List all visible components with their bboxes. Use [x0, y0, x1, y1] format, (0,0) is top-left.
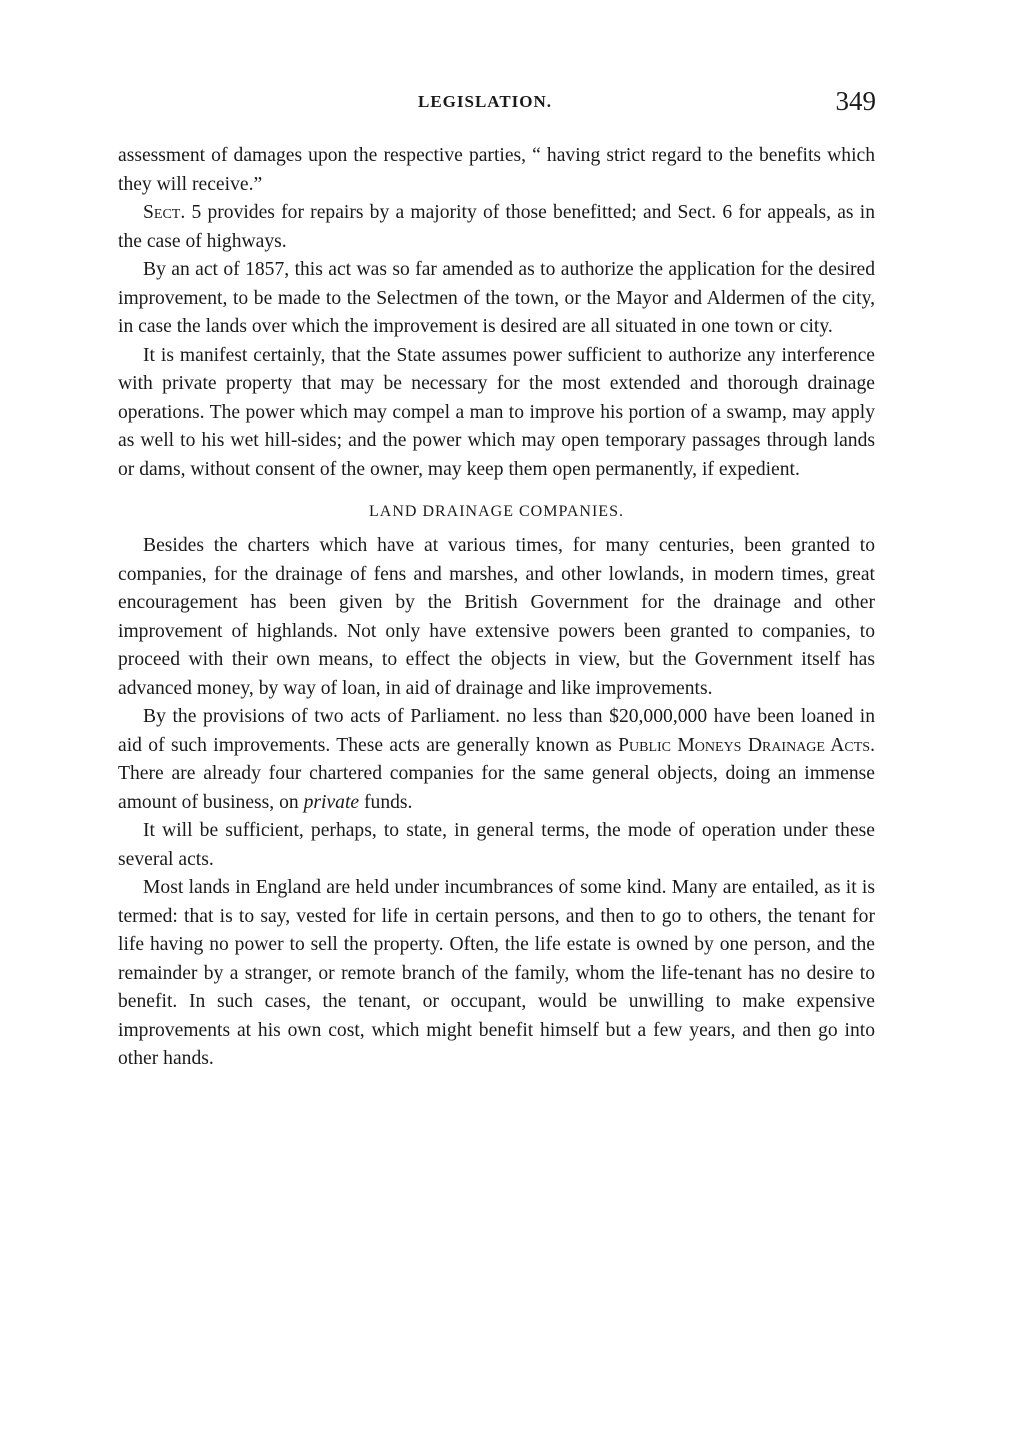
acts-name: Public Moneys Drainage Acts.: [618, 734, 875, 756]
paragraph-act-1857: By an act of 1857, this act was so far amended as to authorize the application for the desired improvement, to be made to the Selectmen of the town, or the Mayor and Aldermen of the city, in case the lands over which the improvement is desired are all situated in one town or city.: [118, 259, 875, 337]
acts-tail-text: funds.: [359, 791, 413, 813]
paragraph-acts-of-parliament: [118, 703, 875, 817]
acts-intro-text: By the provisions of two acts of Parliament. no less than $20,000,000 have been loaned in aid of such improvements. These acts are generally known as: [118, 706, 875, 756]
paragraph-mode-of-operation: It will be sufficient, perhaps, to state, in general terms, the mode of operation under these several acts.: [118, 820, 875, 870]
private-emphasis: private: [303, 791, 360, 813]
running-title: LEGISLATION.: [418, 92, 553, 111]
paragraph-sect-5: [118, 199, 875, 256]
page-number: 349: [835, 86, 876, 116]
paragraph-charters: Besides the charters which have at various times, for many centuries, been granted to companies, for the drainage of fens and marshes, and other lowlands, in modern times, great encouragement has been given by the British Government for the drainage and other improvement of highlands. Not only have extensive powers been granted to companies, to proceed with their own means, to effect the objects in view, but the Government itself has advanced money, by way of loan, in aid of drainage and like improvements.: [118, 535, 875, 699]
sect-label: Sect.: [143, 202, 186, 223]
paragraph-incumbrances: Most lands in England are held under incumbrances of some kind. Many are entailed, as it is termed: that is to say, vested for life in certain persons, and then to go to others, the tenant for life having no power to sell the property. Often, the life estate is owned by one person, and the remainder by a stranger, or remote branch of the family, whom the life-tenant has no desire to benefit. In such cases, the tenant, or occupant, would be unwilling to make expensive improvements at his own cost, which might benefit himself but a few years, and then go into other hands.: [118, 877, 875, 1069]
page-header: [118, 86, 878, 120]
paragraph-state-power: It is manifest certainly, that the State assumes power sufficient to authorize any interference with private property that may be necessary for the most extended and thorough drainage operations. The power which may compel a man to improve his portion of a swamp, may apply as well to his wet hill-sides; and the power which may open temporary passages through lands or dams, without consent of the owner, may keep them open permanently, if expedient.: [118, 344, 875, 480]
sect-5-text: 5 provides for repairs by a majority of those benefitted; and Sect. 6 for appeals, as in the case of highways.: [118, 202, 875, 252]
section-heading: LAND DRAINAGE COMPANIES.: [369, 503, 624, 520]
paragraph-continued: assessment of damages upon the respective parties, “ having strict regard to the benefits which they will receive.”: [118, 145, 875, 195]
acts-continued-text: There are already four chartered companies for the same general objects, doing an immense amount of business, on: [118, 763, 875, 813]
page-body: [118, 142, 875, 1074]
